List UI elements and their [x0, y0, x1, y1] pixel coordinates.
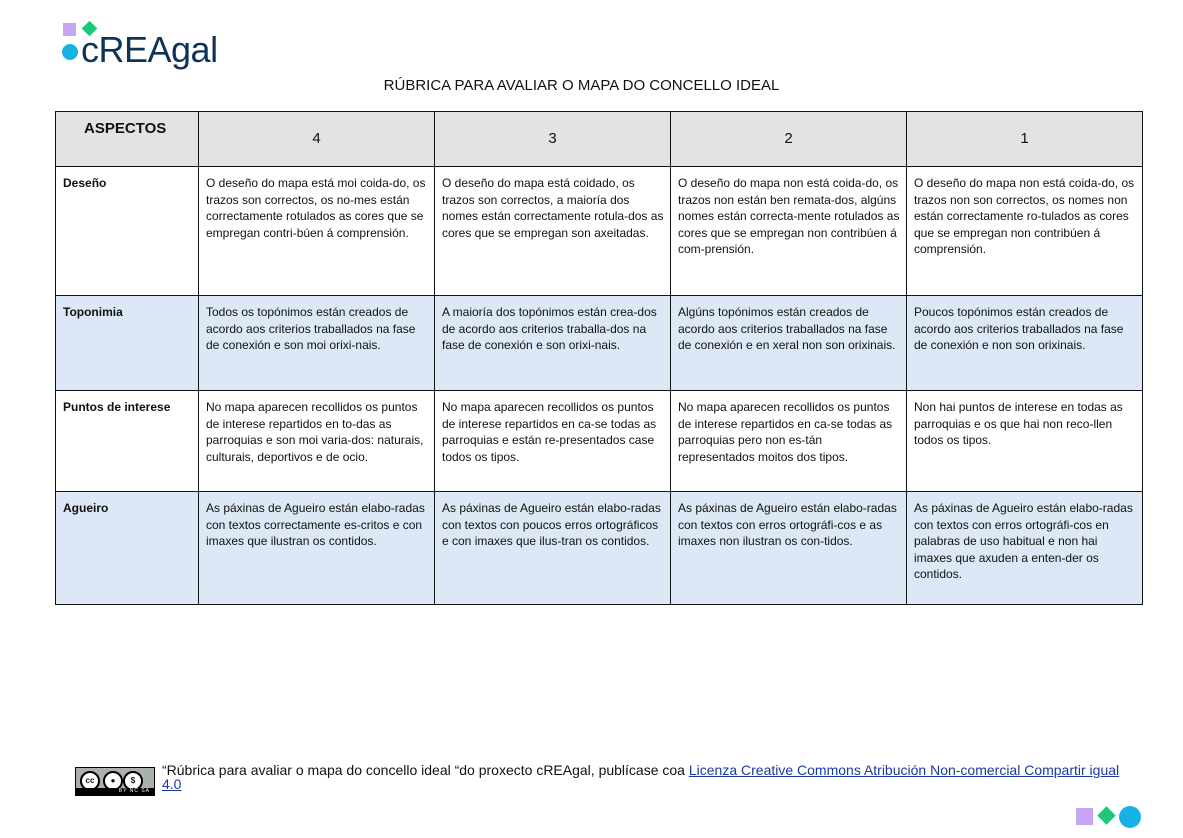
table-cell: No mapa aparecen recollidos os puntos de interese repartidos en to-das as parroquias e son moi varia-dos: naturais, culturais, deportivos e de ocio. [199, 391, 435, 492]
purple-square-icon [63, 23, 76, 36]
purple-square-icon [1076, 808, 1093, 825]
by-circle-icon: ● [103, 771, 123, 791]
header-aspects: ASPECTOS [56, 112, 199, 167]
cyan-circle-icon [62, 44, 78, 60]
table-row [56, 296, 1143, 391]
table-cell: As páxinas de Agueiro están elabo-radas con textos con erros ortográfi-cos en palabras de uso habitual e non hai imaxes que axuden a enten-der os contidos. [907, 492, 1143, 605]
table-cell: Algúns topónimos están creados de acordo aos criterios traballados na fase de conexión e en xeral non son orixinais. [671, 296, 907, 391]
page-title: RÚBRICA PARA AVALIAR O MAPA DO CONCELLO IDEAL [383, 77, 780, 94]
table-row [56, 391, 1143, 492]
rubric-table [55, 111, 1143, 605]
table-cell: As páxinas de Agueiro están elabo-radas con textos con poucos erros ortográficos e con imaxes que ilus-tran os contidos. [435, 492, 671, 605]
license-text [162, 763, 1122, 791]
green-diamond-icon [1097, 806, 1115, 824]
table-cell: O deseño do mapa está coidado, os trazos son correctos, a maioría dos nomes están correctamente rotula-dos as cores que se empregan son axeitadas. [435, 167, 671, 296]
logo-text: cREAgal [81, 29, 218, 70]
table-header-row [56, 112, 1143, 167]
table-cell: O deseño do mapa está moi coida-do, os trazos son correctos, os no-mes están correctamente rotulados as cores que se empregan contri-búen á comprensión. [199, 167, 435, 296]
table-cell: Todos os topónimos están creados de acordo aos criterios traballados na fase de conexión e son moi orixi-nais. [199, 296, 435, 391]
header-score-3: 3 [435, 112, 671, 167]
table-cell: Poucos topónimos están creados de acordo aos criterios traballados na fase de conexión e non son orixinais. [907, 296, 1143, 391]
table-row [56, 492, 1143, 605]
cyan-circle-icon [1119, 806, 1141, 828]
row-aspect: Puntos de interese [56, 391, 199, 492]
license-footer [75, 763, 1135, 799]
cc-by-nc-sa-icon[interactable] [75, 767, 155, 796]
table-cell: No mapa aparecen recollidos os puntos de interese repartidos en ca-se todas as parroquias e están re-presentados case todos os tipos. [435, 391, 671, 492]
row-aspect: Deseño [56, 167, 199, 296]
license-statement: “Rúbrica para avaliar o mapa do concello ideal “do proxecto cREAgal, publícase coa [162, 762, 689, 778]
cc-circle-icon: cc [80, 771, 100, 791]
table-row [56, 167, 1143, 296]
header-score-2: 2 [671, 112, 907, 167]
row-aspect: Toponimia [56, 296, 199, 391]
license-link[interactable]: Licenza Creative Commons Atribución Non-comercial Compartir igual 4.0 [162, 762, 1120, 792]
nc-circle-icon: $ [123, 771, 143, 791]
table-cell: As páxinas de Agueiro están elabo-radas con textos correctamente es-critos e con imaxes que ilustran os contidos. [199, 492, 435, 605]
cc-badge-band: BY NC SA [76, 788, 154, 795]
creagal-logo [61, 20, 231, 72]
table-cell: As páxinas de Agueiro están elabo-radas con textos con erros ortográfi-cos e as imaxes non ilustran os con-tidos. [671, 492, 907, 605]
header-score-4: 4 [199, 112, 435, 167]
table-cell: O deseño do mapa non está coida-do, os trazos non están ben remata-dos, algúns nomes están correcta-mente rotulados as cores que se empregan non contribúen á com-prensión. [671, 167, 907, 296]
table-cell: O deseño do mapa non está coida-do, os trazos non son correctos, os nomes non están correctamente ro-tulados as cores que se empregan non contribúen á comprensión. [907, 167, 1143, 296]
table-cell: A maioría dos topónimos están crea-dos de acordo aos criterios traballa-dos na fase de conexión e son orixi-nais. [435, 296, 671, 391]
row-aspect: Agueiro [56, 492, 199, 605]
footer-shapes [1075, 806, 1145, 828]
table-cell: No mapa aparecen recollidos os puntos de interese repartidos en ca-se todas as parroquias pero non es-tán representados moitos dos tipos. [671, 391, 907, 492]
table-cell: Non hai puntos de interese en todas as parroquias e os que hai non reco-llen todos os tipos. [907, 391, 1143, 492]
header-score-1: 1 [907, 112, 1143, 167]
